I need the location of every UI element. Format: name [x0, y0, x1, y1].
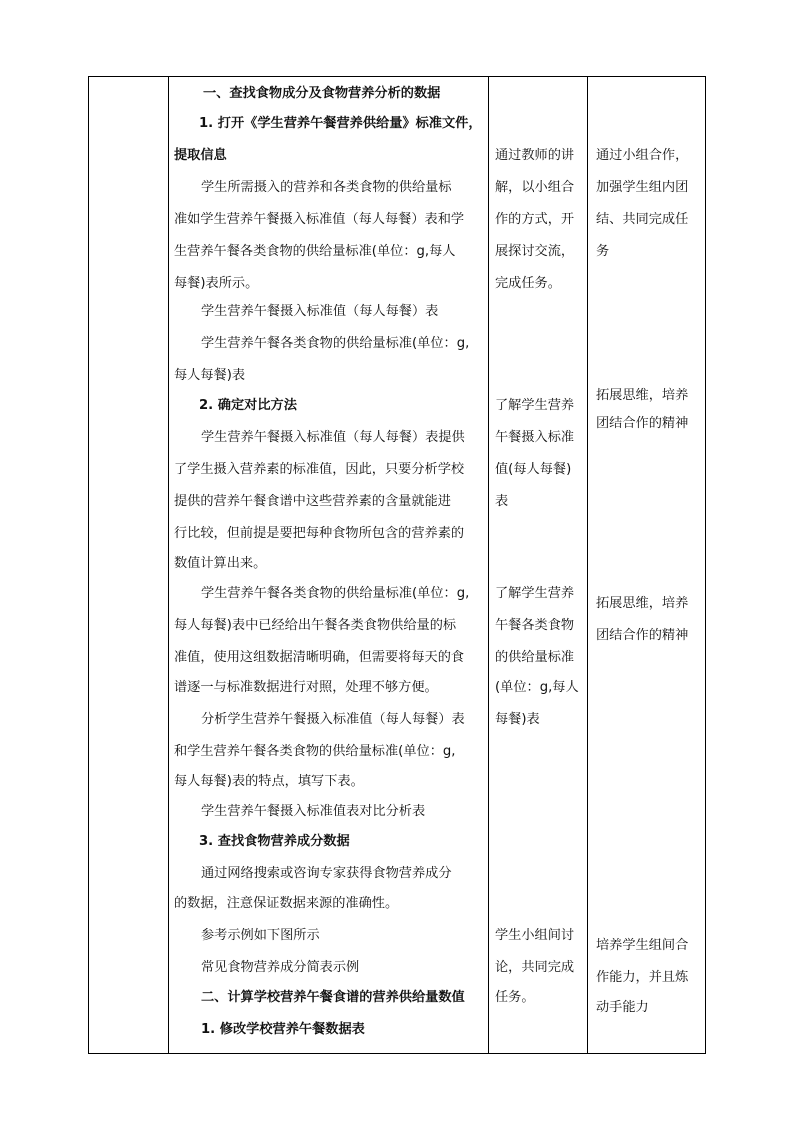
activity-line: 值(每人每餐) [495, 462, 572, 477]
purpose-line: 务 [596, 244, 610, 259]
paragraph-line: 生营养午餐各类食物的供给量标准(单位：g,每人 [174, 244, 456, 259]
table-caption: 每人每餐)表 [174, 368, 246, 383]
empty-first-column [89, 77, 168, 1053]
paragraph-line: 谱逐一与标准数据进行对照，处理不够方便。 [174, 680, 438, 695]
paragraph-line: 参考示例如下图所示 [201, 928, 320, 943]
figure-caption: 常见食物营养成分简表示例 [201, 960, 360, 975]
paragraph-line: 每人每餐)表的特点，填写下表。 [174, 774, 364, 789]
paragraph-line: 的数据，注意保证数据来源的准确性。 [174, 896, 399, 911]
column-divider [488, 77, 489, 1053]
paragraph-line: 行比较，但前提是要把每种食物所包含的营养素的 [174, 526, 465, 541]
step-heading: 1. 打开《学生营养午餐营养供给量》标准文件， [199, 116, 482, 131]
purpose-line: 加强学生组内团 [596, 180, 689, 195]
step-heading: 1. 修改学校营养午餐数据表 [201, 1022, 365, 1037]
purpose-line: 团结合作的精神 [596, 628, 689, 643]
lesson-table [88, 76, 706, 1054]
activity-line: 完成任务。 [495, 276, 561, 291]
column-divider [168, 77, 169, 1053]
paragraph-line: 提供的营养午餐食谱中这些营养素的含量就能进 [174, 494, 451, 509]
paragraph-line: 准如学生营养午餐摄入标准值（每人每餐）表和学 [174, 212, 465, 227]
paragraph-line: 准值，使用这组数据清晰明确，但需要将每天的食 [174, 650, 465, 665]
paragraph-line: 学生所需摄入的营养和各类食物的供给量标 [201, 180, 452, 195]
purpose-line: 培养学生组间合 [596, 938, 689, 953]
paragraph-line: 学生营养午餐摄入标准值（每人每餐）表提供 [201, 430, 465, 445]
activity-line: 作的方式，开 [495, 212, 575, 227]
activity-line: 任务。 [495, 990, 535, 1005]
activity-line: 每餐)表 [495, 712, 540, 727]
paragraph-line: 学生营养午餐各类食物的供给量标准(单位：g, [201, 586, 470, 601]
activity-line: 通过教师的讲 [495, 148, 575, 163]
step-heading: 2. 确定对比方法 [199, 398, 297, 413]
paragraph-line: 每餐)表所示。 [174, 276, 259, 291]
paragraph-line: 每人每餐)表中已经给出午餐各类食物供给量的标 [174, 618, 457, 633]
paragraph-line: 分析学生营养午餐摄入标准值（每人每餐）表 [201, 712, 465, 727]
activity-line: 了解学生营养 [495, 586, 575, 601]
section-heading: 一、查找食物成分及食物营养分析的数据 [203, 86, 441, 101]
activity-line: (单位：g,每人 [495, 680, 579, 695]
column-divider [587, 77, 588, 1053]
purpose-line: 拓展思维，培养 [596, 596, 689, 611]
activity-line: 午餐摄入标准 [495, 430, 575, 445]
purpose-line: 结、共同完成任 [596, 212, 689, 227]
activity-line: 了解学生营养 [495, 398, 575, 413]
step-heading: 3. 查找食物营养成分数据 [199, 834, 350, 849]
activity-line: 学生小组间讨 [495, 928, 575, 943]
activity-line: 午餐各类食物 [495, 618, 575, 633]
paragraph-line: 通过网络搜索或咨询专家获得食物营养成分 [201, 866, 452, 881]
purpose-line: 团结合作的精神 [596, 416, 689, 431]
purpose-line: 拓展思维，培养 [596, 388, 689, 403]
paragraph-line: 数值计算出来。 [174, 556, 267, 571]
table-caption: 学生营养午餐摄入标准值（每人每餐）表 [201, 304, 439, 319]
purpose-line: 通过小组合作， [596, 148, 689, 163]
purpose-line: 作能力，并且炼 [596, 970, 689, 985]
section-heading: 二、计算学校营养午餐食谱的营养供给量数值 [201, 990, 465, 1005]
paragraph-line: 和学生营养午餐各类食物的供给量标准(单位：g, [174, 744, 456, 759]
activity-line: 展探讨交流， [495, 244, 575, 259]
activity-line: 解，以小组合 [495, 180, 575, 195]
activity-line: 表 [495, 494, 509, 509]
step-heading: 提取信息 [174, 148, 227, 163]
table-caption: 学生营养午餐摄入标准值表对比分析表 [201, 804, 426, 819]
paragraph-line: 了学生摄入营养素的标准值，因此，只要分析学校 [174, 462, 465, 477]
table-caption: 学生营养午餐各类食物的供给量标准(单位：g, [201, 336, 470, 351]
activity-line: 的供给量标准 [495, 650, 575, 665]
activity-line: 论，共同完成 [495, 960, 575, 975]
purpose-line: 动手能力 [596, 1000, 649, 1015]
